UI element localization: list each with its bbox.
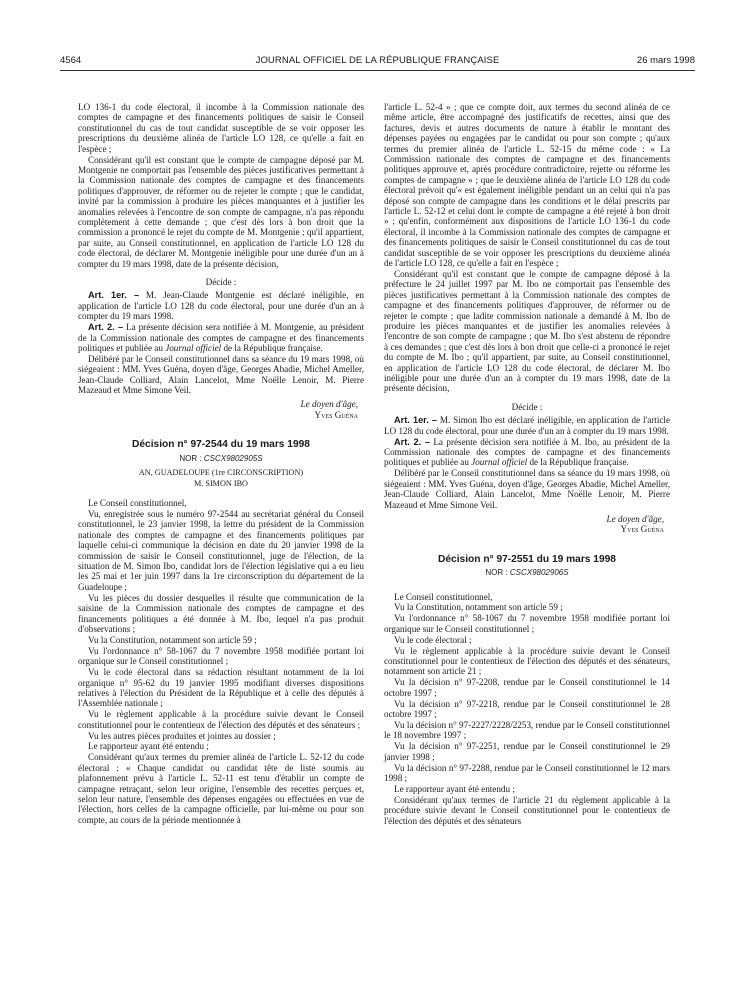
paragraph: Vu la décision n° 97-2218, rendue par le Conseil constitutionnel le 28 octobre 1997 ; xyxy=(384,698,670,720)
paragraph: Vu la décision n° 97-2251, rendue par le Conseil constitutionnel le 29 janvier 1998 ; xyxy=(384,741,670,762)
journal-reference: Journal officiel xyxy=(165,342,222,353)
article-text: La présente décision sera notifiée à M. Montgenie, au président de la Commission nationale des comptes de campagne et des financements politiques et publiée au xyxy=(78,322,364,353)
paragraph: Vu le règlement applicable à la procédure suivie devant le Conseil constitutionnel pour le contentieux de l'élection des députés et des sénateurs ; xyxy=(78,709,364,730)
article-text: La présente décision sera notifiée à M. Ibo, au président de la Commission nationale des comptes de campagne et des financements politiques et publiée au xyxy=(384,436,670,468)
nor-code: CSCX9802906S xyxy=(509,568,569,578)
paragraph: Vu la Constitution, notamment son article 59 ; xyxy=(88,634,257,645)
journal-reference: Journal officiel xyxy=(471,457,528,468)
signature xyxy=(78,399,364,420)
article-label: Art. 1er. – xyxy=(394,415,438,426)
article-text: de la République française. xyxy=(527,457,629,468)
paragraph: l'article L. 52-4 » ; que ce compte doit, aux termes du second alinéa de ce même article, être accompagné des justificatifs de recettes, ainsi que des factures, devis et autres documents de nature à établir le montant des dépenses payées ou engagées par le candidat ou pour son compte ; qu'aux termes du premier alinéa de l'article L. 52-15 du même code : « La Commission nationale des comptes de campagne et des financements politiques approuve et, après procédure contradictoire, rejette ou réforme les comptes de campagne » ; que le deuxième alinéa de l'article LO 128 du code électoral prévoit qu'« est également inéligible pendant un an celui qui n'a pas déposé son compte de campagne dans les conditions et le délai prescrits par l'article L. 52-12 et celui dont le compte de campagne a été rejeté à bon droit » ; qu'enfin, conformément aux dispositions de l'article LO 136-1 du code électoral, il incombe à la Commission nationale des comptes de campagne et des financements politiques de saisir le Conseil constitutionnel du cas de tout candidat susceptible de se voir opposer les prescriptions du deuxième alinéa de l'article LO 128, ce qu'elle a fait en l'espèce ; xyxy=(384,102,670,269)
right-column xyxy=(384,102,670,827)
paragraph: Considérant qu'il est constant que le compte de campagne déposé à la préfecture le 24 juillet 1997 par M. Ibo ne comportait pas l'ensemble des pièces justificatives permettant à la Commission nationale des comptes de campagne et des financements politiques d'approuver, de réformer ou de rejeter le compte ; que ladite commission nationale a demandé à M. Ibo de produire les pièces manquantes et de justifier les anomalies relevées à l'encontre de son compte de campagne ; que M. Ibo s'est abstenu de répondre à ces demandes ; que c'est dès lors à bon droit que celle-ci a prononcé le rejet du compte de M. Ibo ; qu'il appartient, par suite, au Conseil constitutionnel, en application de l'article LO 128 du code électoral, de déclarer M. Ibo inéligible pour une durée d'un an à compter du 19 mars 1998, date de la présente décision, xyxy=(384,269,670,394)
paragraph: Le rapporteur ayant été entendu ; xyxy=(394,783,515,794)
page-header xyxy=(60,55,695,69)
candidate-name: M. SIMON IBO xyxy=(194,478,248,488)
signature-role: Le doyen d'âge, xyxy=(300,399,358,410)
left-column xyxy=(78,102,364,826)
nor-label: NOR : xyxy=(485,568,510,578)
paragraph: Le Conseil constitutionnel, xyxy=(88,498,187,509)
paragraph: Vu, enregistrée sous le numéro 97-2544 au secrétariat général du Conseil constitutionnel, le 23 janvier 1998, la lettre du président de la Commission nationale des comptes de campagne et des financements politiques par laquelle celui-ci communique la décision en date du 20 janvier 1998 de la commission de saisir le Conseil constitutionnel, juge de l'élection, de la situation de M. Simon Ibo, candidat lors de l'élection législative qui a eu lieu les 25 mai et 1er juin 1997 dans la 1re circonscription du département de la Guadeloupe ; xyxy=(78,509,364,592)
paragraph: Vu la décision n° 97-2208, rendue par le Conseil constitutionnel le 14 octobre 1997 ; xyxy=(384,677,670,698)
article-text: M. Jean-Claude Montgenie est déclaré inéligible, en application de l'article LO 128 du code électoral, pour une durée d'un an à compter du 19 mars 1998. xyxy=(78,290,364,322)
deliberation: Délibéré par le Conseil constitutionnel dans sa séance du 19 mars 1998, où siégeaient : MM. Yves Guéna, doyen d'âge, Georges Abadie, Michel Ameller, Jean-Claude Colliard, Alain Lancelot, Mme Noëlle Lenoir, M. Pierre Mazeaud et Mme Simone Veil. xyxy=(384,468,670,510)
decision-title: Décision n° 97-2544 du 19 mars 1998 xyxy=(132,439,310,451)
article-text: M. Simon Ibo est déclaré inéligible, en application de l'article LO 128 du code électoral, pour une durée d'un an à compter du 19 mars 1998. xyxy=(384,415,670,436)
paragraph: LO 136-1 du code électoral, il incombe à la Commission nationale des comptes de campagne et des financements politiques de saisir le Conseil constitutionnel du cas de tout candidat susceptible de se voir opposer les prescriptions du deuxième alinéa de l'article LO 128, ce qu'elle a fait en l'espèce ; xyxy=(78,102,364,154)
nor-code: CSCX9802905S xyxy=(203,453,263,463)
paragraph: Vu le code électoral ; xyxy=(394,634,472,645)
deliberation: Délibéré par le Conseil constitutionnel dans sa séance du 19 mars 1998, où siégeaient : MM. Yves Guéna, doyen d'âge, Georges Abadie, Michel Ameller, Jean-Claude Colliard, Alain Lancelot, Mme Noëlle Lenoir, M. Pierre Mazeaud et Mme Simone Veil. xyxy=(78,353,364,396)
paragraph: Considérant qu'aux termes du premier alinéa de l'article L. 52-12 du code électoral : « Chaque candidat ou candidat tête de liste soumis au plafonnement prévu à l'article L. 52-11 est tenu d'établir un compte de campagne retraçant, selon leur origine, l'ensemble des recettes perçues et, selon leur nature, l'ensemble des dépenses engagées ou effectuées en vue de l'élection, hors celles de la campagne officielle, par lui-même ou pour son compte, au cours de la période mentionnée à xyxy=(78,752,364,825)
paragraph: Le rapporteur ayant été entendu ; xyxy=(88,741,209,752)
paragraph: Vu l'ordonnance n° 58-1067 du 7 novembre 1958 modifiée portant loi organique sur le Conseil constitutionnel ; xyxy=(384,613,670,634)
article-label: Art. 1er. – xyxy=(88,290,140,301)
paragraph: Vu le règlement applicable à la procédure suivie devant le Conseil constitutionnel pour le contentieux de l'élection des députés et des sénateurs, notamment son article 21 ; xyxy=(384,645,670,677)
paragraph: Considérant qu'aux termes de l'article 21 du règlement applicable à la procédure suivie devant le Conseil constitutionnel pour le contentieux de l'élection des députés et des sénateurs xyxy=(384,794,670,826)
paragraph: Considérant qu'il est constant que le compte de campagne déposé par M. Montgenie ne comportait pas l'ensemble des pièces justificatives permettant à la Commission nationale des comptes de campagne et des financements politiques d'approuver, de réformer ou de rejeter le compte ; que le candidat, invité par la commission à produire les pièces manquantes et à justifier les anomalies relevées à l'encontre de son compte de campagne, n'a pas répondu complètement à cette demande ; que c'est dès lors à bon droit que la commission a prononcé le rejet du compte de M. Montgenie ; qu'il appartient, par suite, au Conseil constitutionnel, en application de l'article LO 128 du code électoral, de déclarer M. Montgenie inéligible pour une durée d'un an à compter du 19 mars 1998, date de la présente décision, xyxy=(78,154,364,269)
article-text: de la République française. xyxy=(221,342,323,353)
header-rule xyxy=(60,70,695,71)
article-label: Art. 2. – xyxy=(88,322,124,333)
journal-title: JOURNAL OFFICIEL DE LA RÉPUBLIQUE FRANÇAISE xyxy=(255,55,500,66)
article-1 xyxy=(384,415,670,436)
nor-label: NOR : xyxy=(179,453,204,463)
nor-reference xyxy=(384,568,670,578)
page-number: 4564 xyxy=(60,55,82,66)
constituency: AN, GUADELOUPE (1re CIRCONSCRIPTION) xyxy=(138,468,304,478)
paragraph: Vu la Constitution, notamment son article 59 ; xyxy=(394,602,563,613)
decide-heading: Décide : xyxy=(205,277,237,287)
paragraph: Vu la décision n° 97-2227/2228/2253, rendue par le Conseil constitutionnel le 18 novembre 1997 ; xyxy=(384,719,670,741)
signature-name: Yves Guéna xyxy=(620,524,664,535)
article-1 xyxy=(78,290,364,321)
article-2 xyxy=(384,437,670,468)
article-2 xyxy=(78,322,364,353)
signature xyxy=(384,514,670,535)
signature-role: Le doyen d'âge, xyxy=(606,513,664,524)
decision-title: Décision n° 97-2551 du 19 mars 1998 xyxy=(438,553,616,565)
paragraph: Le Conseil constitutionnel, xyxy=(394,591,493,602)
issue-date: 26 mars 1998 xyxy=(636,55,695,66)
paragraph: Vu les pièces du dossier desquelles il résulte que communication de la saisine de la Commission nationale des comptes de campagne et des financements politiques a été donnée à M. Ibo, lequel n'a pas produit d'observations ; xyxy=(78,592,364,634)
paragraph: Vu la décision n° 97-2288, rendue par le Conseil constitutionnel le 12 mars 1998 ; xyxy=(384,762,670,783)
paragraph: Vu le code électoral dans sa rédaction résultant notamment de la loi organique n° 95-62 du 19 janvier 1995 modifiant diverses dispositions relatives à l'élection du Président de la République et à celle des députés à l'Assemblée nationale ; xyxy=(78,667,364,709)
paragraph: Vu l'ordonnance n° 58-1067 du 7 novembre 1958 modifiée portant loi organique sur le Conseil constitutionnel ; xyxy=(78,645,364,667)
nor-reference xyxy=(78,454,364,464)
decide-heading: Décide : xyxy=(511,401,543,412)
signature-name: Yves Guéna xyxy=(314,409,358,420)
article-label: Art. 2. – xyxy=(394,436,430,447)
paragraph: Vu les autres pièces produites et jointes au dossier ; xyxy=(88,730,276,741)
